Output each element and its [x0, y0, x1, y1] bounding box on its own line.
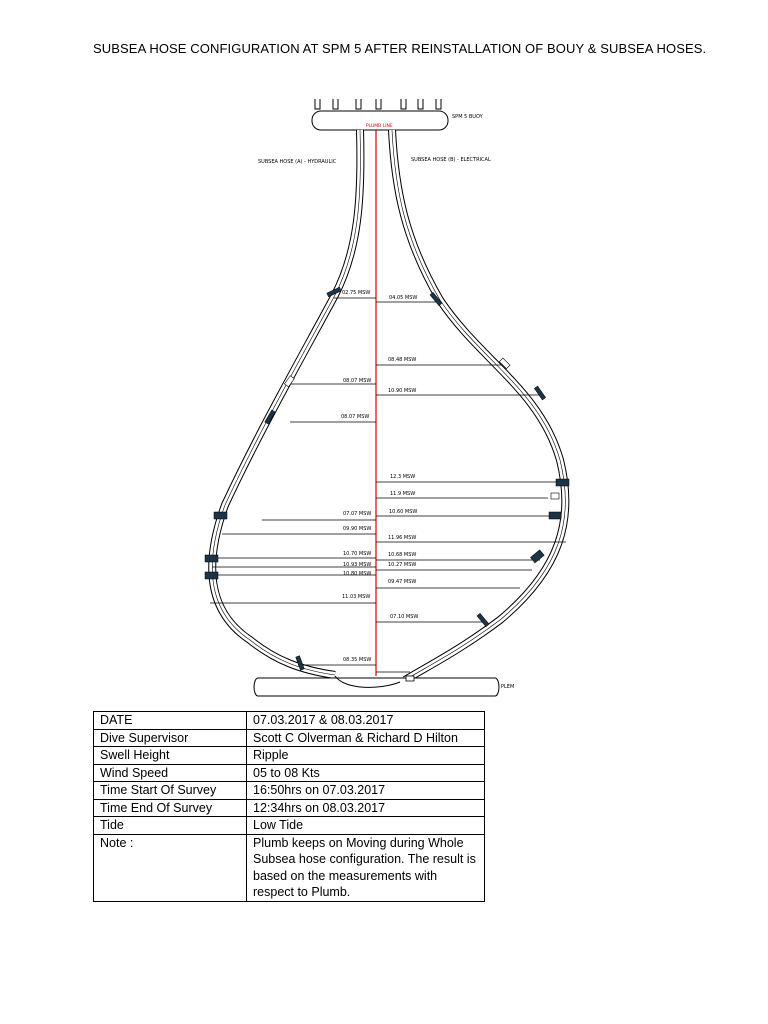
table-row	[94, 764, 485, 782]
reading-right-1: 04.05 MSW	[389, 295, 418, 301]
row-value: Plumb keeps on Moving during Whole Subsea hose configuration. The result is based on the measurements with respect to Plumb.	[247, 834, 485, 901]
row-label: Time Start Of Survey	[94, 782, 247, 800]
reading-left-1: 02.75 MSW	[342, 290, 371, 296]
buoy-hangers	[315, 99, 441, 109]
table-row	[94, 799, 485, 817]
reading-left-6: 10.70 MSW	[343, 551, 372, 557]
row-label: Note :	[94, 834, 247, 901]
table-row	[94, 817, 485, 835]
reading-left-7: 10.93 MSW	[343, 562, 372, 568]
survey-info-table	[93, 711, 485, 902]
row-value: 12:34hrs on 08.03.2017	[247, 799, 485, 817]
row-value: 07.03.2017 & 08.03.2017	[247, 712, 485, 730]
page-title: SUBSEA HOSE CONFIGURATION AT SPM 5 AFTER REINSTALLATION OF BOUY & SUBSEA HOSES.	[93, 41, 707, 56]
row-label: Wind Speed	[94, 764, 247, 782]
reading-right-3: 10.90 MSW	[388, 388, 417, 394]
reading-right-8: 10.68 MSW	[388, 552, 417, 558]
reading-right-10: 09.47 MSW	[388, 579, 417, 585]
row-value: Low Tide	[247, 817, 485, 835]
hose-joints	[284, 358, 559, 499]
reading-right-11: 07.10 MSW	[390, 614, 419, 620]
row-label: Time End Of Survey	[94, 799, 247, 817]
reading-right-9: 10.27 MSW	[388, 562, 417, 568]
table-row	[94, 834, 485, 901]
row-label: DATE	[94, 712, 247, 730]
hose-b-label: SUBSEA HOSE (B) - ELECTRICAL	[411, 157, 491, 163]
row-label: Dive Supervisor	[94, 729, 247, 747]
plem	[254, 676, 499, 696]
table-row	[94, 747, 485, 765]
row-value: Ripple	[247, 747, 485, 765]
hose-markers	[205, 287, 569, 670]
reading-left-9: 11.03 MSW	[342, 594, 371, 600]
row-label: Tide	[94, 817, 247, 835]
reading-right-2: 08.48 MSW	[388, 357, 417, 363]
table-row	[94, 712, 485, 730]
row-label: Swell Height	[94, 747, 247, 765]
buoy-label: SPM 5 BUOY	[452, 114, 483, 120]
reading-left-10: 08.35 MSW	[343, 657, 372, 663]
reading-left-8: 10.80 MSW	[343, 571, 372, 577]
reading-left-4: 07.07 MSW	[343, 511, 372, 517]
subsea-hose-b	[392, 130, 565, 680]
measurement-lines	[210, 298, 566, 672]
table-row	[94, 782, 485, 800]
reading-right-4: 12.3 MSW	[390, 474, 416, 480]
plumb-line-label: PLUMB LINE	[366, 124, 393, 129]
reading-right-6: 10.60 MSW	[389, 509, 418, 515]
reading-left-3: 08.07 MSW	[341, 414, 370, 420]
row-value: 05 to 08 Kts	[247, 764, 485, 782]
row-value: Scott C Olverman & Richard D Hilton	[247, 729, 485, 747]
reading-left-5: 09.90 MSW	[343, 526, 372, 532]
plem-label: PLEM	[501, 684, 515, 690]
hose-a-label: SUBSEA HOSE (A) - HYDRAULIC	[258, 159, 337, 165]
row-value: 16:50hrs on 07.03.2017	[247, 782, 485, 800]
reading-left-2: 08.07 MSW	[343, 378, 372, 384]
table-row	[94, 729, 485, 747]
subsea-hose-a	[212, 130, 360, 675]
reading-right-5: 11.9 MSW	[390, 491, 416, 497]
reading-right-7: 11.96 MSW	[388, 535, 417, 541]
